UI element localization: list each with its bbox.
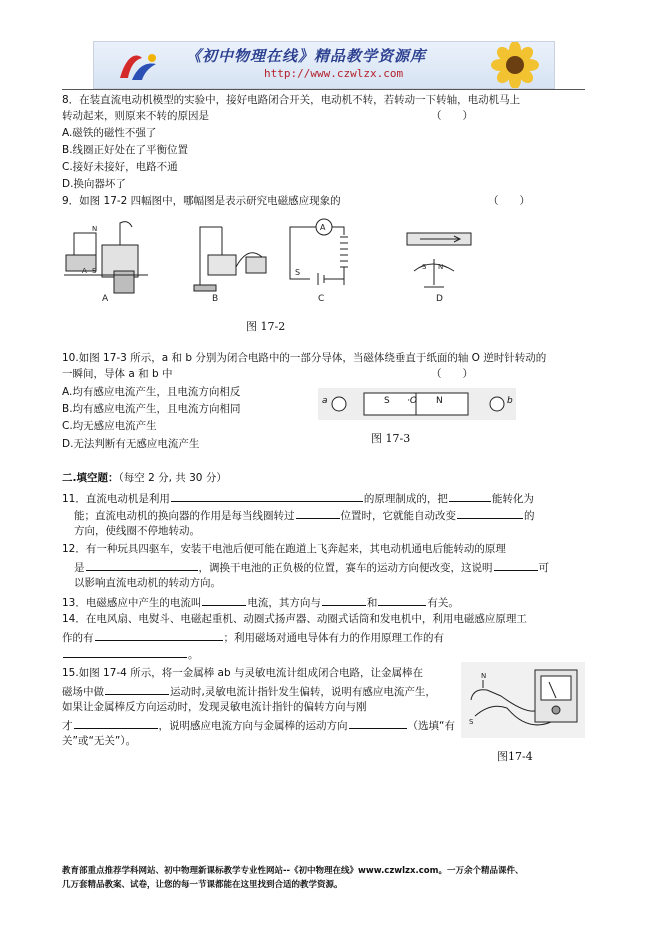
q8-option-d: D.换向器坏了 [62,178,126,190]
q10-bracket: （ ） [431,368,473,380]
svg-text:S: S [469,718,474,726]
banner-title: 《初中物理在线》精品教学资源库 [186,47,427,65]
q15-line4 [62,716,455,734]
q11-text-a: 11．直流电动机是利用 [62,493,170,505]
fig17-3-n: N [436,396,443,406]
q13-text-d: 有关。 [427,597,459,609]
q13-text-c: 和 [366,597,378,609]
figure-17-2 [62,215,480,310]
svg-text:A: A [320,223,326,232]
q11-blank-3[interactable] [296,506,340,519]
figure-17-2-caption: 图 17-2 [246,320,286,333]
q11-text-g: 方向，使线圈不停地转动。 [74,525,200,537]
q8-line1: 8．在装直流电动机模型的实验中，接好电路闭合开关，电动机不转，若转动一下转轴，电动机马上 [62,94,521,106]
fig-d-label: D [436,294,443,304]
figure-17-2-drawing [62,215,480,310]
q10-option-a: A.均有感应电流产生，且电流方向相反 [62,386,241,398]
q12-text-b: 是 [74,562,85,574]
q13-blank-3[interactable] [378,593,426,606]
q12-blank-1[interactable] [86,558,198,571]
q15-text-2b: 运动时,灵敏电流计指针发生偏转，说明有感应电流产生， [170,686,436,698]
q15-text-4b: ，说明感应电流方向与金属棒的运动方向 [158,720,348,732]
svg-text:A: A [82,267,87,275]
q12-text-a: 12．有一种玩具四驱车，安装干电池后便可能在跑道上飞奔起来，其电动机通电后能转动的原理 [62,543,506,555]
header-banner [93,41,555,89]
logo-icon [112,48,168,84]
q14-text-c: ；利用磁场对通电导体有力的作用原理工作的有 [223,632,444,644]
q14-blank-1[interactable] [95,628,223,641]
svg-text:N: N [92,225,98,233]
figure-17-4-caption: 图17-4 [497,750,533,763]
figure-17-4-drawing [461,662,585,738]
q10-option-c: C.均无感应电流产生 [62,420,157,432]
section2-note: （每空 2 分, 共 30 分） [118,472,227,484]
q15-line1: 15.如图 17-4 所示，将一金属棒 ab 与灵敏电流计组成闭合电路，让金属棒在 [62,667,423,679]
q11-text-d: 能；直流电动机的换向器的作用是每当线圈转过 [74,510,295,522]
q8-option-c: C.接好未接好，电路不通 [62,161,178,173]
q15-blank-1[interactable] [105,682,169,695]
q13-text-b: 电流，其方向与 [247,597,321,609]
q15-line2 [62,682,436,700]
svg-text:N: N [481,672,487,680]
fig17-3-b: b [507,396,513,406]
q15-line5: 关”或“无关”）。 [62,735,137,747]
footer-line2: 几万套精品教案、试卷，让您的每一节课都能在这里找到合适的教学资源。 [62,880,343,890]
q13-blank-2[interactable] [322,593,366,606]
q12-blank-2[interactable] [494,558,538,571]
q15-line3: 如果让金属棒反方向运动时，发现灵敏电流计指针的偏转方向与刚 [62,701,367,713]
fig17-3-a: a [322,396,328,406]
banner-url[interactable]: http://www.czwlzx.com [264,67,404,80]
q10-option-d: D.无法判断有无感应电流产生 [62,438,200,450]
q14-text-d: 。 [188,649,199,661]
q12-text-d: 可 [538,562,549,574]
q13-row [62,593,459,611]
fig-b-label: B [212,294,219,304]
q8-bracket: （ ） [431,110,473,122]
footer-line1: 教育部重点推荐学科网站、初中物理新课标教学专业性网站--《初中物理在线》www.czwlzx.com。一万余个精品课件、 [62,866,524,876]
q8-line2: 转动起来，则原来不转的原因是 [62,110,209,122]
figure-17-3 [318,388,516,420]
q15-text-4c: （选填“有 [407,720,455,732]
q9-stem: 9．如图 17-2 四幅图中，哪幅图是表示研究电磁感应现象的 [62,195,341,207]
q11-text-b: 的原理制成的，把 [363,493,448,505]
q13-text-a: 13．电磁感应中产生的电流叫 [62,597,202,609]
q12-text-c: ，调换干电池的正负极的位置，赛车的运动方向便改变，这说明 [198,562,493,574]
q11-text-c: 能转化为 [491,493,534,505]
q8-option-a: A.磁铁的磁性不强了 [62,127,157,139]
sunflower-icon [480,42,550,88]
q14-row2 [62,628,444,646]
q14-blank-2[interactable] [63,645,187,658]
svg-text:S: S [295,268,301,277]
q11-row1 [62,489,534,507]
q11-blank-4[interactable] [457,506,523,519]
q11-blank-1[interactable] [171,489,363,502]
figure-17-3-caption: 图 17-3 [371,432,411,445]
q15-blank-2[interactable] [74,716,158,729]
q12-row2 [74,558,549,576]
fig17-3-s: S [384,396,390,406]
q10-line2: 一瞬间，导体 a 和 b 中 [62,368,173,380]
figure-17-4 [461,662,585,738]
q8-option-b: B.线圈正好处在了平衡位置 [62,144,189,156]
svg-text:S: S [92,267,97,275]
q9-bracket: （ ） [488,195,530,207]
fig-c-label: C [318,294,325,304]
q15-blank-3[interactable] [349,716,407,729]
svg-text:S: S [422,263,427,271]
q11-blank-2[interactable] [449,489,491,502]
q11-text-f: 的 [524,510,535,522]
section2-title: 二.填空题： [62,472,119,484]
q10-line1: 10.如图 17-3 所示，a 和 b 分别为闭合电路中的一部分导体，当磁体绕垂直于纸面的轴 O 逆时针转动的 [62,352,547,364]
fig-a-label: A [102,294,109,304]
svg-text:N: N [438,263,444,271]
q10-option-b: B.均有感应电流产生，且电流方向相同 [62,403,241,415]
q14-row3 [62,645,199,663]
figure-17-3-drawing [318,388,516,420]
q14-text-b: 作的有 [62,632,94,644]
header-rule [62,89,585,90]
q11-row2 [74,506,535,524]
q12-text-e: 以影响直流电动机的转动方向。 [74,577,221,589]
fig17-3-o: ·O [407,396,417,406]
q13-blank-1[interactable] [202,593,246,606]
q11-text-e: 位置时，它就能自动改变 [340,510,456,522]
q14-text-a: 14．在电风扇、电熨斗、电磁起重机、动圈式扬声器、动圈式话筒和发电机中，利用电磁感应原理工 [62,613,527,625]
q15-text-2a: 磁场中做 [62,686,104,698]
q15-text-4a: 才 [62,720,73,732]
